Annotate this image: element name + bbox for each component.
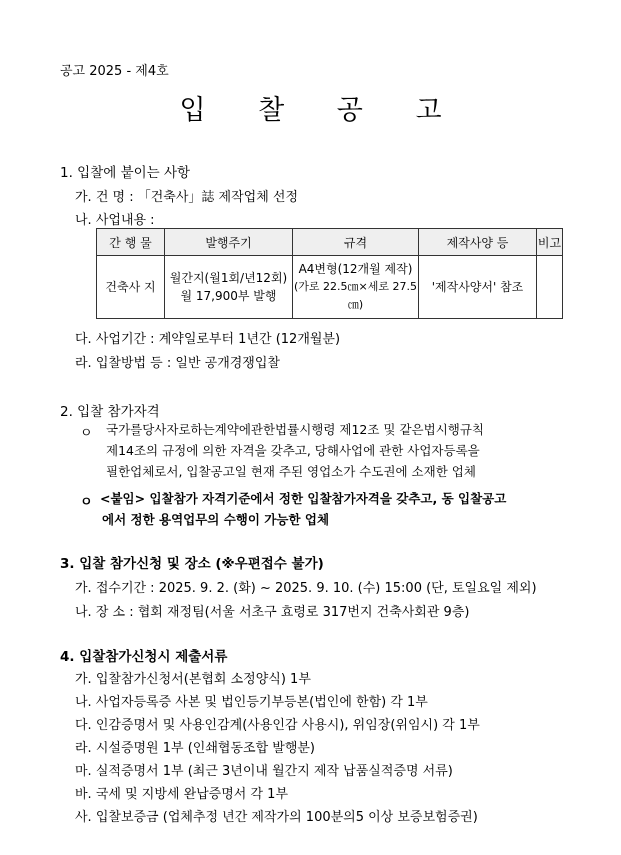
section-1-heading: 1. 입찰에 붙이는 사항 [60, 165, 191, 181]
spec-line-1: A4변형(12개월 제작) [298, 262, 413, 276]
cycle-line-1: 월간지(월1회/년12회) [169, 271, 288, 285]
bullet-1: ㅇ [80, 426, 93, 441]
document-item: 사. 입찰보증금 (업체추정 년간 제작가의 100분의5 이상 보증보험증권) [75, 810, 478, 825]
spec-table [96, 228, 563, 319]
cell-cycle [165, 256, 293, 319]
cell-spec [293, 256, 419, 319]
section-1-item-da: 다. 사업기간 : 계약일로부터 1년간 (12개월분) [75, 332, 341, 347]
cycle-line-2: 월 17,900부 발행 [180, 289, 277, 303]
spec-table-header-row [97, 229, 563, 256]
eligibility-1-line-3: 필한업체로서, 입찰공고일 현재 주된 영업소가 수도권에 소재한 업체 [106, 464, 476, 479]
document-item: 가. 입찰참가신청서(본협회 소정양식) 1부 [75, 672, 311, 687]
cell-details: '제작사양서' 참조 [419, 256, 537, 319]
eligibility-1 [106, 419, 596, 482]
cell-publication: 건축사 지 [97, 256, 165, 319]
eligibility-2-line-2: 에서 정한 용역업무의 수행이 가능한 업체 [102, 512, 330, 527]
section-1-item-na: 나. 사업내용 : [75, 213, 155, 228]
header-cycle: 발행주기 [165, 229, 293, 256]
document-item: 바. 국세 및 지방세 완납증명서 각 1부 [75, 787, 289, 802]
document-item: 라. 시설증명원 1부 (인쇄협동조합 발행분) [75, 741, 316, 756]
section-3-item-ga: 가. 접수기간 : 2025. 9. 2. (화) ~ 2025. 9. 10. (수) 15:00 (단, 토일요일 제외) [75, 581, 537, 596]
spec-line-2: (가로 22.5㎝×세로 27.5㎝) [294, 280, 417, 311]
cell-note [537, 256, 563, 319]
notice-number: 공고 2025 - 제4호 [60, 64, 169, 79]
section-3-item-na: 나. 장 소 : 협회 재정팀(서울 서초구 효령로 317번지 건축사회관 9층) [75, 605, 470, 620]
header-note: 비고 [537, 229, 563, 256]
eligibility-2-line-1: <붙임> 입찰참가 자격기준에서 정한 입찰참가자격을 갖추고, 동 입찰공고 [100, 491, 507, 506]
table-row [97, 256, 563, 319]
section-4-heading: 4. 입찰참가신청시 제출서류 [60, 649, 228, 665]
eligibility-1-line-2: 제14조의 규정에 의한 자격을 갖추고, 당해사업에 관한 사업자등록을 [106, 443, 480, 458]
section-3-heading: 3. 입찰 참가신청 및 장소 (※우편접수 불가) [60, 556, 324, 572]
eligibility-2 [100, 488, 600, 530]
page-title: 입 찰 공 고 [179, 95, 464, 126]
header-details: 제작사양 등 [419, 229, 537, 256]
section-1-item-ra: 라. 입찰방법 등 : 일반 공개경쟁입찰 [75, 356, 280, 371]
bullet-2: ㅇ [80, 495, 93, 510]
section-1-item-ga: 가. 건 명 : 「건축사」誌 제작업체 선정 [75, 190, 299, 205]
document-item: 마. 실적증명서 1부 (최근 3년이내 월간지 제작 납품실적증명 서류) [75, 764, 453, 779]
document-item: 다. 인감증명서 및 사용인감계(사용인감 사용시), 위임장(위임시) 각 1부 [75, 718, 480, 733]
eligibility-1-line-1: 국가를당사자로하는계약에관한법률시행령 제12조 및 같은법시행규칙 [106, 422, 485, 437]
section-2-heading: 2. 입찰 참가자격 [60, 404, 160, 420]
header-spec: 규격 [293, 229, 419, 256]
header-publication: 간 행 물 [97, 229, 165, 256]
document-item: 나. 사업자등록증 사본 및 법인등기부등본(법인에 한함) 각 1부 [75, 695, 428, 710]
